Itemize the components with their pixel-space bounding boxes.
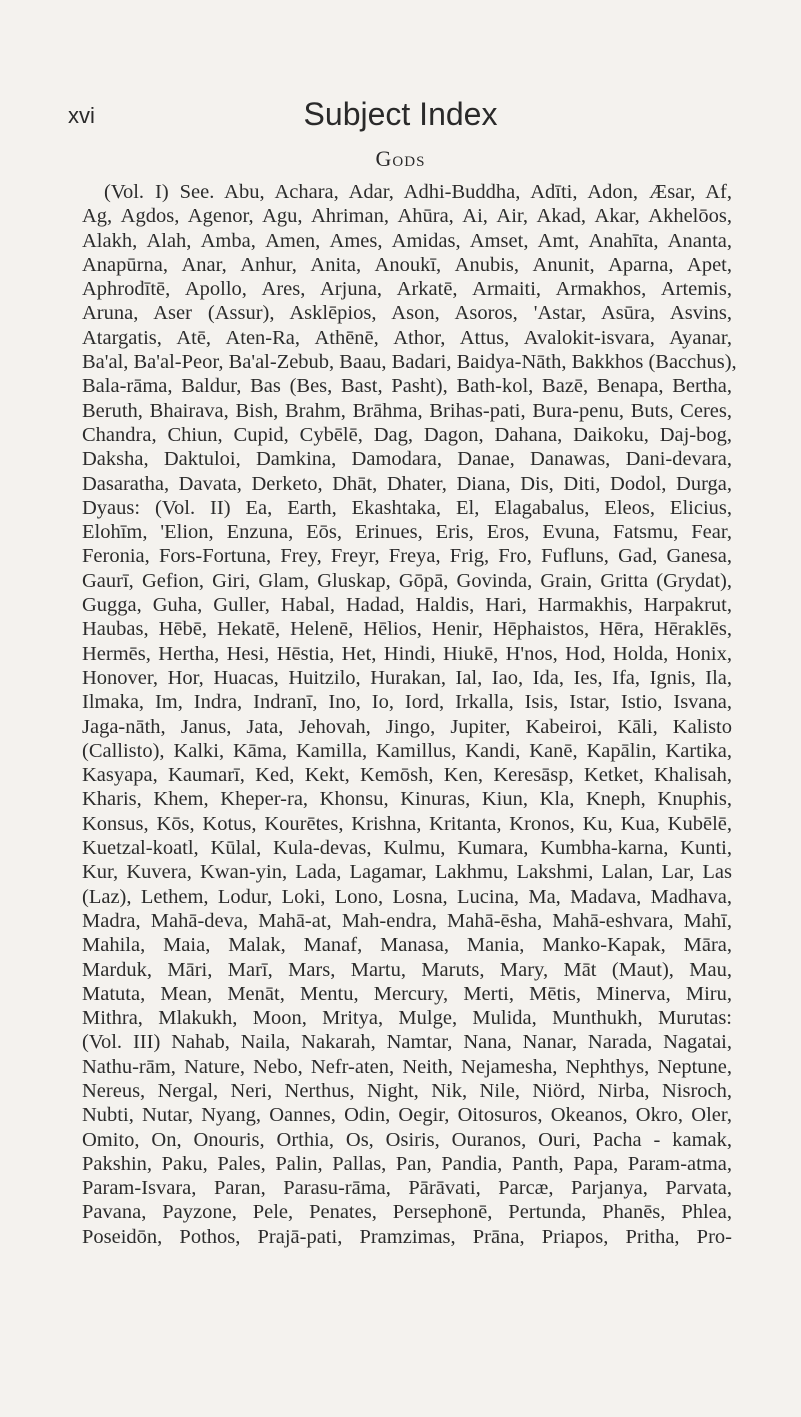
index-line: Kuetzal-koatl, Kūlal, Kula-devas, Kulmu, Kumara, Kumbha-karna, Kunti, <box>82 837 732 860</box>
index-line: Omito, On, Onouris, Orthia, Os, Osiris, Ouranos, Ouri, Pacha - kamak, <box>82 1128 732 1151</box>
index-line: Chandra, Chiun, Cupid, Cybēlē, Dag, Dagon, Dahana, Daikoku, Daj-bog, <box>82 423 732 446</box>
index-line: Jaga-nāth, Janus, Jata, Jehovah, Jingo, Jupiter, Kabeiroi, Kāli, Kalisto <box>82 715 732 738</box>
index-line: (Callisto), Kalki, Kāma, Kamilla, Kamillus, Kandi, Kanē, Kapālin, Kartika, <box>82 739 732 762</box>
index-line: Atargatis, Atē, Aten-Ra, Athēnē, Athor, Attus, Avalokit-isvara, Ayanar, <box>82 326 732 349</box>
index-line: Alakh, Alah, Amba, Amen, Ames, Amidas, Amset, Amt, Anahīta, Ananta, <box>82 229 732 252</box>
index-line: Gaurī, Gefion, Giri, Glam, Gluskap, Gōpā, Govinda, Grain, Gritta (Grydat), <box>82 569 732 592</box>
index-line: Kur, Kuvera, Kwan-yin, Lada, Lagamar, Lakhmu, Lakshmi, Lalan, Lar, Las <box>82 861 732 884</box>
index-line: Marduk, Māri, Marī, Mars, Martu, Maruts, Mary, Māt (Maut), Mau, <box>82 958 732 981</box>
index-line: Kasyapa, Kaumarī, Ked, Kekt, Kemōsh, Ken, Keresāsp, Ketket, Khalisah, <box>82 764 732 787</box>
index-line: Bala-rāma, Baldur, Bas (Bes, Bast, Pasht), Bath-kol, Bazē, Benapa, Bertha, <box>82 375 732 398</box>
index-line: Nubti, Nutar, Nyang, Oannes, Odin, Oegir, Oitosuros, Okeanos, Okro, Oler, <box>82 1104 732 1127</box>
index-line: Matuta, Mean, Menāt, Mentu, Mercury, Merti, Mētis, Minerva, Miru, <box>82 982 732 1005</box>
index-line: Aruna, Aser (Assur), Asklēpios, Ason, Asoros, 'Astar, Asūra, Asvins, <box>82 302 732 325</box>
index-line: (Vol. III) Nahab, Naila, Nakarah, Namtar, Nana, Nanar, Narada, Nagatai, <box>82 1031 732 1054</box>
index-body-text <box>82 180 737 1249</box>
section-heading: Gods <box>375 146 426 171</box>
index-line: Mahila, Maia, Malak, Manaf, Manasa, Mania, Manko-Kapak, Māra, <box>82 934 732 957</box>
index-line: Elohīm, 'Elion, Enzuna, Eōs, Erinues, Eris, Eros, Evuna, Fatsmu, Fear, <box>82 521 732 544</box>
index-line: Aphrodītē, Apollo, Ares, Arjuna, Arkatē, Armaiti, Armakhos, Artemis, <box>82 278 732 301</box>
index-line: Beruth, Bhairava, Bish, Brahm, Brāhma, Brihas-pati, Bura-penu, Buts, Ceres, <box>82 399 732 422</box>
index-line: (Laz), Lethem, Lodur, Loki, Lono, Losna, Lucina, Ma, Madava, Madhava, <box>82 885 732 908</box>
index-line: Nathu-rām, Nature, Nebo, Nefr-aten, Neith, Nejamesha, Nephthys, Neptune, <box>82 1055 732 1078</box>
index-line: Mithra, Mlakukh, Moon, Mritya, Mulge, Mulida, Munthukh, Murutas: <box>82 1007 732 1030</box>
index-line: Haubas, Hēbē, Hekatē, Helenē, Hēlios, Henir, Hēphaistos, Hēra, Hēraklēs, <box>82 618 732 641</box>
index-line: Nereus, Nergal, Neri, Nerthus, Night, Nik, Nile, Niörd, Nirba, Nisroch, <box>82 1079 732 1102</box>
index-line: Ag, Agdos, Agenor, Agu, Ahriman, Ahūra, Ai, Air, Akad, Akar, Akhelōos, <box>82 205 732 228</box>
index-line: (Vol. I) See. Abu, Achara, Adar, Adhi-Buddha, Adīti, Adon, Æsar, Af, <box>104 181 732 203</box>
page-number: xvi <box>68 103 95 128</box>
index-line: Dyaus: (Vol. II) Ea, Earth, Ekashtaka, El, Elagabalus, Eleos, Elicius, <box>82 496 732 519</box>
index-line: Feronia, Fors-Fortuna, Frey, Freyr, Freya, Frig, Fro, Fufluns, Gad, Ganesa, <box>82 545 732 568</box>
index-line: Konsus, Kōs, Kotus, Kourētes, Krishna, Kritanta, Kronos, Ku, Kua, Kubēlē, <box>82 812 732 835</box>
index-line: Anapūrna, Anar, Anhur, Anita, Anoukī, Anubis, Anunit, Aparna, Apet, <box>82 253 732 276</box>
index-line: Kharis, Khem, Kheper-ra, Khonsu, Kinuras, Kiun, Kla, Kneph, Knuphis, <box>82 788 732 811</box>
index-line: Pavana, Payzone, Pele, Penates, Persephonē, Pertunda, Phanēs, Phlea, <box>82 1201 732 1224</box>
running-head: Subject Index <box>303 96 498 132</box>
index-line: Hermēs, Hertha, Hesi, Hēstia, Het, Hindi, Hiukē, H'nos, Hod, Holda, Honix, <box>82 642 732 665</box>
index-line: Ilmaka, Im, Indra, Indranī, Ino, Io, Iord, Irkalla, Isis, Istar, Istio, Isvana, <box>82 691 732 714</box>
index-line: Daksha, Daktuloi, Damkina, Damodara, Danae, Danawas, Dani-devara, <box>82 448 732 471</box>
index-line: Param-Isvara, Paran, Parasu-rāma, Pārāvati, Parcæ, Parjanya, Parvata, <box>82 1177 732 1200</box>
index-line: Madra, Mahā-deva, Mahā-at, Mah-endra, Mahā-ēsha, Mahā-eshvara, Mahī, <box>82 909 732 932</box>
index-line: Poseidōn, Pothos, Prajā-pati, Pramzimas, Prāna, Priapos, Pritha, Pro- <box>82 1225 732 1248</box>
index-line: Honover, Hor, Huacas, Huitzilo, Hurakan, Ial, Iao, Ida, Ies, Ifa, Ignis, Ila, <box>82 666 732 689</box>
index-line: Ba'al, Ba'al-Peor, Ba'al-Zebub, Baau, Badari, Baidya-Nāth, Bakkhos (Bacchus), <box>82 351 737 374</box>
index-line: Pakshin, Paku, Pales, Palin, Pallas, Pan, Pandia, Panth, Papa, Param-atma, <box>82 1152 732 1175</box>
index-line: Dasaratha, Davata, Derketo, Dhāt, Dhater, Diana, Dis, Diti, Dodol, Durga, <box>82 472 732 495</box>
index-line: Gugga, Guha, Guller, Habal, Hadad, Haldis, Hari, Harmakhis, Harpakrut, <box>82 594 732 617</box>
